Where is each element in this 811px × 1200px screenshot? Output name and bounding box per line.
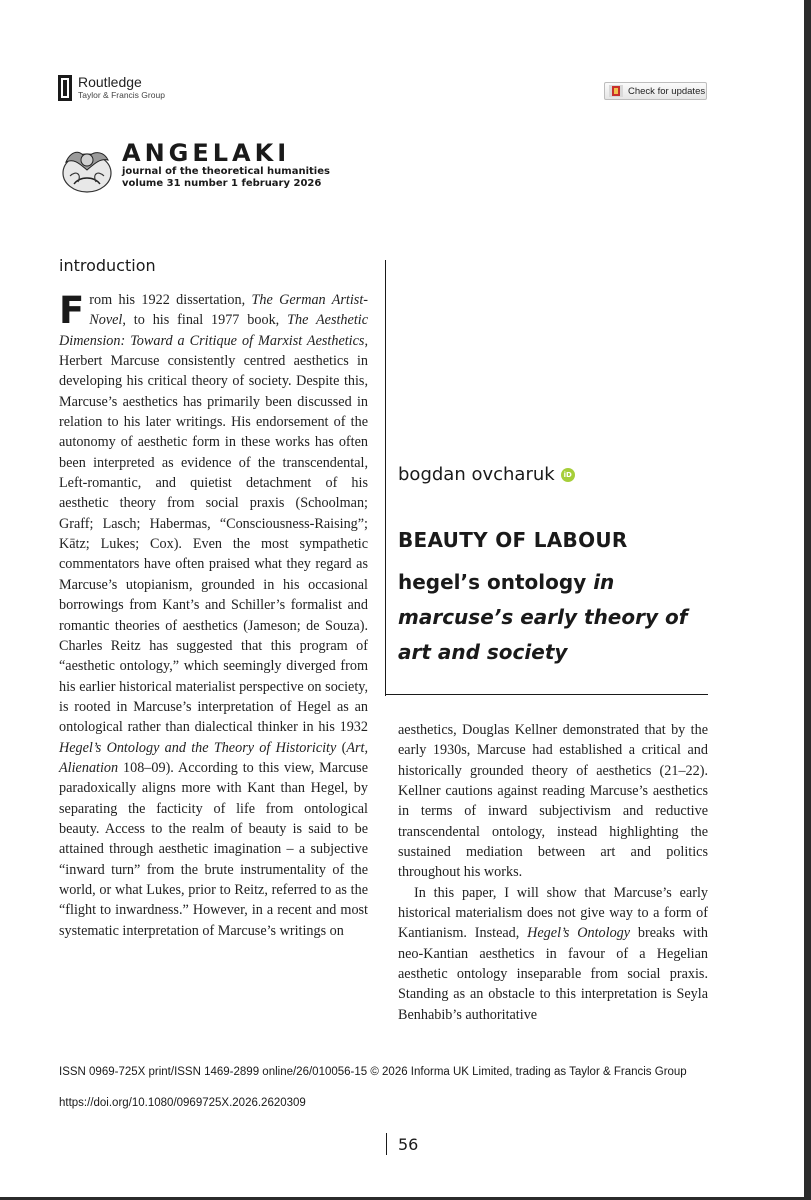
journal-issue: volume 31 number 1 february 2026: [122, 178, 322, 189]
book-title: The Aesthetic Dimension: Toward a Critique of Marxist Aesthetics: [59, 312, 368, 349]
routledge-logo-icon: [58, 75, 72, 101]
publisher-group: Taylor & Francis Group: [78, 90, 165, 100]
body-paragraph: In this paper, I will show that Marcuse’s early historical materialism does not give way to a form of Kantianism. Instead, Hegel’s Ontology breaks with neo-Kantian aesthetics in favour of a Hegelian aesthetic ontology inseparable from social praxis. Standing as an obstacle to this interpretation is Seyla Benhabib’s authoritative: [398, 884, 708, 1023]
publisher-block: [58, 75, 165, 101]
author-name: bogdan ovcharuk: [398, 464, 555, 485]
body-text-left-column: [59, 290, 368, 941]
crossmark-icon: [609, 85, 623, 97]
check-for-updates-button[interactable]: [604, 82, 707, 100]
body-text-right-column: [398, 720, 708, 1025]
page-number: 56: [398, 1135, 419, 1154]
author-byline: [398, 464, 575, 485]
column-divider-horizontal: [385, 694, 708, 695]
article-subtitle: hegel’s ontology in marcuse’s early theory of art and society: [398, 570, 688, 664]
angel-emblem-icon: [58, 140, 116, 198]
body-paragraph: aesthetics, Douglas Kellner demonstrated that by the early 1930s, Marcuse had established a critical and historically grounded theory of aesthetics (21–22). Kellner cautions against reading Marcuse’s aesthetics in terms of inward subjectivism and reductive transcendental ontology, instead highlighting the sustained mediation between art and politics throughout his works.: [398, 722, 708, 881]
book-title: Hegel’s Ontology: [527, 925, 631, 942]
book-title: The German Artist-Novel: [89, 292, 368, 329]
column-divider-vertical: [385, 260, 386, 696]
check-for-updates-label: Check for updates: [628, 85, 706, 97]
journal-title: ANGELAKI: [122, 139, 291, 167]
publisher-name: Routledge: [78, 74, 142, 90]
footer-issn: ISSN 0969-725X print/ISSN 1469-2899 online/26/010056-15 © 2026 Informa UK Limited, trading as Taylor & Francis Group: [59, 1066, 687, 1078]
drop-cap: F: [59, 289, 85, 332]
article-title: BEAUTY OF LABOUR: [398, 528, 628, 552]
footer-doi-link[interactable]: https://doi.org/10.1080/0969725X.2026.2620309: [59, 1097, 306, 1109]
journal-masthead: [58, 140, 330, 198]
page-number-rule: [386, 1133, 387, 1155]
body-paragraph: From his 1922 dissertation, The German Artist-Novel, to his final 1977 book, The Aesthetic Dimension: Toward a Critique of Marxist Aesthetics, Herbert Marcuse consistently centred aesthetics in developing his critical theory of society. Despite this, Marcuse’s aesthetics has primarily been discussed in relation to his later writings. His endorsement of the autonomy of aesthetic form in these works has often been interpreted as evidence of the transcendental, Left-romantic, and quietist detachment of his aesthetic theory from social praxis (Schoolman; Graff; Lasch; Habermas, “Consciousness-Raising”; Kātz; Lukes; Cox). Even the most sympathetic commentators have often praised what they regard as Marcuse’s utopianism, grounded in his occasional borrowings from Kant’s and Schiller’s formalist and romantic theories of aesthetics (Jameson; de Souza). Charles Reitz has suggested that this program of “aesthetic ontology,” which seemingly diverged from his earlier historical materialist perspective on society, is rooted in Marcuse’s interpretation of Hegel as an ontological rather than dialectical thinker in his 1932 Hegel’s Ontology and the Theory of Historicity (Art, Alienation 108–09). According to this view, Marcuse paradoxically aligns more with Kant than Hegel, by separating the facticity of life from ontological beauty. Access to the realm of beauty is said to be attained through aesthetic imagination – a subjective “inward turn” from the brute instrumentality of the world, or what Lukes, prior to Reitz, referred to as the “flight to inwardness.” However, in a recent and most systematic interpretation of Marcuse’s writings on: [59, 289, 368, 939]
book-title: Hegel’s Ontology and the Theory of Historicity: [59, 739, 337, 756]
journal-subtitle: journal of the theoretical humanities: [122, 166, 330, 177]
orcid-icon[interactable]: iD: [561, 468, 575, 482]
section-heading: introduction: [59, 256, 156, 275]
book-title: Art, Alienation: [59, 739, 368, 776]
